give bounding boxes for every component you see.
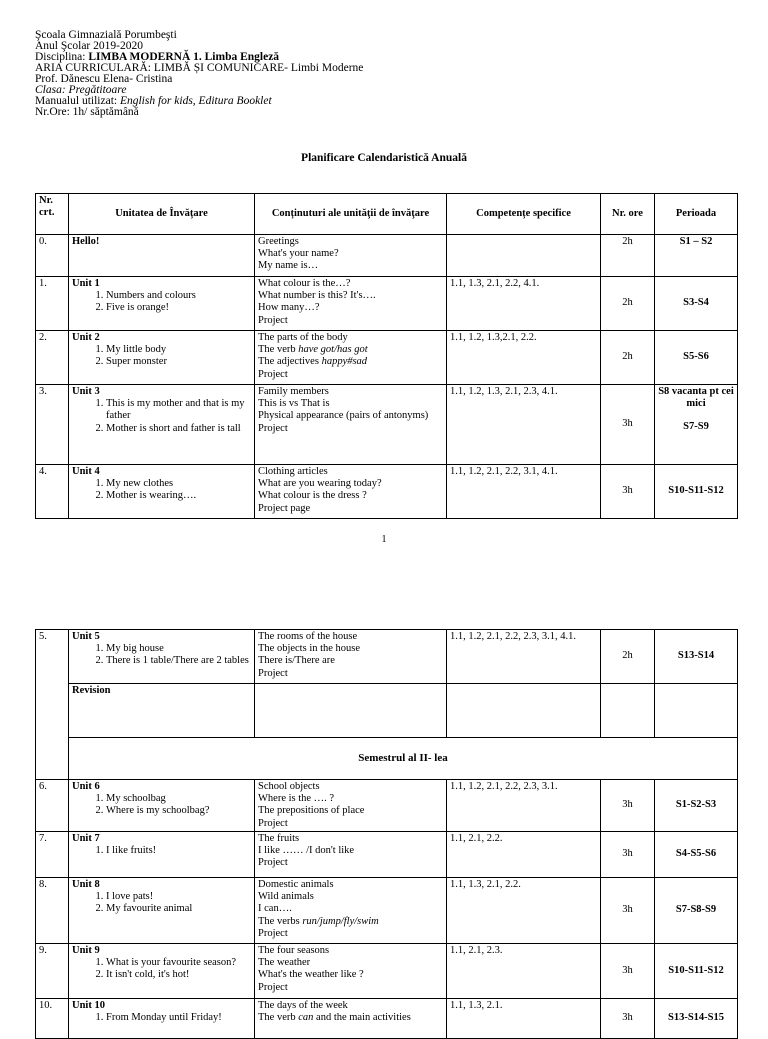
unit-title: Unit 8: [72, 879, 100, 890]
semester-heading: Semestrul al II- lea: [69, 738, 738, 780]
hours: 2h: [601, 331, 655, 385]
row-number: 8.: [36, 878, 69, 944]
table-header-row: [36, 194, 738, 235]
unit-items: [72, 845, 251, 857]
period: S10-S11-S12: [655, 465, 738, 519]
unit-items: [72, 290, 251, 314]
list-item: 2. Five is orange!: [106, 302, 251, 314]
plan-table-page2: [35, 629, 738, 1039]
list-item: 1. My new clothes: [106, 478, 251, 490]
unit-items: [72, 398, 251, 435]
period: S13-S14: [655, 630, 738, 684]
hours: 2h: [601, 277, 655, 331]
unit-content: The four seasons The weather What's the weather like ? Project: [255, 944, 447, 999]
list-item: 1. I love pats!: [106, 891, 251, 903]
period: S8 vacanta pt cei mici S7-S9: [655, 385, 738, 465]
semester-row: [36, 738, 738, 780]
unit-content: The fruits I like …… /I don't like Project: [255, 832, 447, 878]
col-header-nr: Nr. crt.: [36, 194, 69, 235]
discipline-line: Disciplina: LIMBA MODERNĂ 1. Limba Engleză: [35, 51, 280, 63]
hours: 3h: [601, 944, 655, 999]
list-item: 1. This is my mother and that is my father: [106, 398, 251, 422]
hours: 3h: [601, 832, 655, 878]
list-item: 2. Mother is wearing….: [106, 490, 251, 502]
unit-content: Family members This is vs That is Physical appearance (pairs of antonyms) Project: [255, 385, 447, 465]
revision-label: Revision: [69, 684, 255, 738]
unit-title: Unit 1: [72, 278, 100, 289]
unit-content: School objects Where is the …. ? The prepositions of place Project: [255, 780, 447, 832]
table-row: [36, 235, 738, 277]
col-header-unit: Unitatea de Învățare: [69, 194, 255, 235]
list-item: 2. Super monster: [106, 356, 251, 368]
hours: 2h: [601, 235, 655, 277]
row-number: 5.: [36, 630, 69, 780]
table-row: [36, 630, 738, 684]
unit-content: The parts of the body The verb have got/has got The adjectives happy#sad Project: [255, 331, 447, 385]
unit-cell: [69, 944, 255, 999]
competences: 1.1, 2.1, 2.3.: [447, 944, 601, 999]
class-line: Clasa: Pregătitoare: [35, 84, 127, 96]
col-header-hours: Nr. ore: [601, 194, 655, 235]
unit-items: [72, 1012, 251, 1024]
unit-title: Unit 7: [72, 833, 100, 844]
list-item: 2. Where is my schoolbag?: [106, 805, 251, 817]
unit-items: [72, 478, 251, 502]
competences: [447, 235, 601, 277]
unit-content: Greetings What's your name? My name is…: [255, 235, 447, 277]
col-header-content: Conținuturi ale unităţii de învăţare: [255, 194, 447, 235]
curricular-area: ARIA CURRICULARĂ: LIMBĂ ȘI COMUNICARE- Limbi Moderne: [35, 62, 364, 74]
competences: 1.1, 1.3, 2.1.: [447, 999, 601, 1039]
period: S13-S14-S15: [655, 999, 738, 1039]
row-number: 2.: [36, 331, 69, 385]
competences: 1.1, 1.3, 2.1, 2.2.: [447, 878, 601, 944]
unit-cell: [69, 385, 255, 465]
unit-title: Unit 5: [72, 631, 100, 642]
unit-cell: [69, 331, 255, 385]
table-row: [36, 780, 738, 832]
competences: 1.1, 1.2, 2.1, 2.2, 3.1, 4.1.: [447, 465, 601, 519]
col-header-competences: Competențe specifice: [447, 194, 601, 235]
unit-content: Clothing articles What are you wearing today? What colour is the dress ? Project page: [255, 465, 447, 519]
list-item: 1. My big house: [106, 643, 251, 655]
list-item: 1. My schoolbag: [106, 793, 251, 805]
list-item: 1. What is your favourite season?: [106, 957, 251, 969]
list-item: 2. It isn't cold, it's hot!: [106, 969, 251, 981]
unit-title: Unit 9: [72, 945, 100, 956]
unit-title: Hello!: [69, 235, 255, 277]
period: S10-S11-S12: [655, 944, 738, 999]
list-item: 1. I like fruits!: [106, 845, 251, 857]
unit-items: [72, 793, 251, 817]
table-row: [36, 999, 738, 1039]
table-row-revision: [36, 684, 738, 738]
unit-cell: [69, 630, 255, 684]
competences: 1.1, 1.2, 1.3,2.1, 2.2.: [447, 331, 601, 385]
period: S1 – S2: [655, 235, 738, 277]
competences: 1.1, 1.3, 2.1, 2.2, 4.1.: [447, 277, 601, 331]
unit-title: Unit 2: [72, 332, 100, 343]
period: S4-S5-S6: [655, 832, 738, 878]
unit-title: Unit 6: [72, 781, 100, 792]
hours: 3h: [601, 465, 655, 519]
textbook-line: Manualul utilizat: English for kids, Editura Booklet: [35, 95, 272, 107]
table-row: [36, 385, 738, 465]
period: S1-S2-S3: [655, 780, 738, 832]
unit-cell: [69, 465, 255, 519]
teacher-name: Prof. Dănescu Elena- Cristina: [35, 73, 173, 85]
unit-content: The days of the week The verb can and the main activities: [255, 999, 447, 1039]
period: S5-S6: [655, 331, 738, 385]
page-number: 1: [381, 534, 387, 545]
document-title: Planificare Calendaristică Anuală: [301, 152, 467, 164]
row-number: 0.: [36, 235, 69, 277]
list-item: 2. Mother is short and father is tall: [106, 423, 251, 435]
row-number: 9.: [36, 944, 69, 999]
hours: 3h: [601, 878, 655, 944]
unit-cell: [69, 780, 255, 832]
school-name: Şcoala Gimnazială Porumbeşti: [35, 29, 177, 41]
unit-content: The rooms of the house The objects in the house There is/There are Project: [255, 630, 447, 684]
table-row: [36, 878, 738, 944]
table-row: [36, 832, 738, 878]
unit-items: [72, 643, 251, 667]
unit-content: Domestic animals Wild animals I can…. The verbs run/jump/fly/swim Project: [255, 878, 447, 944]
table-row: [36, 944, 738, 999]
list-item: 1. From Monday until Friday!: [106, 1012, 251, 1024]
school-year: Anul Şcolar 2019-2020: [35, 40, 143, 52]
unit-content: What colour is the…? What number is this? It's…. How many…? Project: [255, 277, 447, 331]
unit-title: Unit 3: [72, 386, 100, 397]
unit-cell: [69, 878, 255, 944]
hours: 3h: [601, 999, 655, 1039]
period: S3-S4: [655, 277, 738, 331]
unit-items: [72, 891, 251, 915]
document-header: [35, 30, 363, 118]
competences: 1.1, 1.2, 1.3, 2.1, 2.3, 4.1.: [447, 385, 601, 465]
competences: 1.1, 1.2, 2.1, 2.2, 2.3, 3.1, 4.1.: [447, 630, 601, 684]
unit-cell: [69, 277, 255, 331]
hours: 3h: [601, 385, 655, 465]
row-number: 7.: [36, 832, 69, 878]
hours: 3h: [601, 780, 655, 832]
unit-items: [72, 957, 251, 981]
row-number: 6.: [36, 780, 69, 832]
hours-line: Nr.Ore: 1h/ săptămână: [35, 106, 139, 118]
list-item: 2. My favourite animal: [106, 903, 251, 915]
hours: 2h: [601, 630, 655, 684]
list-item: 1. Numbers and colours: [106, 290, 251, 302]
list-item: 1. My little body: [106, 344, 251, 356]
unit-cell: [69, 999, 255, 1039]
plan-table-page1: [35, 193, 738, 519]
unit-title: Unit 10: [72, 1000, 105, 1011]
unit-title: Unit 4: [72, 466, 100, 477]
period: S7-S8-S9: [655, 878, 738, 944]
competences: 1.1, 1.2, 2.1, 2.2, 2.3, 3.1.: [447, 780, 601, 832]
unit-cell: [69, 832, 255, 878]
unit-items: [72, 344, 251, 368]
row-number: 4.: [36, 465, 69, 519]
row-number: 3.: [36, 385, 69, 465]
row-number: 10.: [36, 999, 69, 1039]
col-header-period: Perioada: [655, 194, 738, 235]
table-row: [36, 331, 738, 385]
row-number: 1.: [36, 277, 69, 331]
list-item: 2. There is 1 table/There are 2 tables: [106, 655, 251, 667]
competences: 1.1, 2.1, 2.2.: [447, 832, 601, 878]
table-row: [36, 277, 738, 331]
table-row: [36, 465, 738, 519]
